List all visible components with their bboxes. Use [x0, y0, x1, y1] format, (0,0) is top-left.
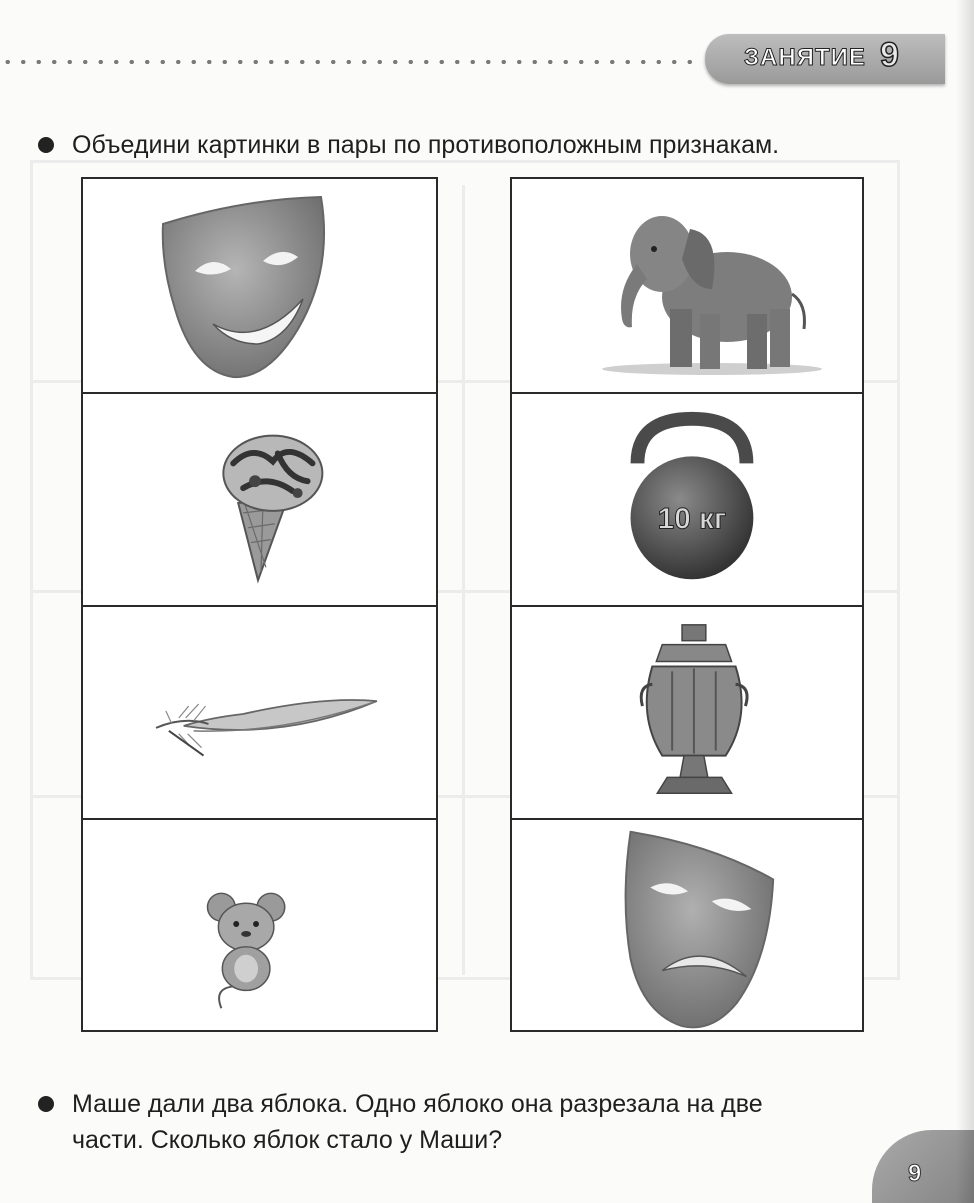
kettlebell-icon [512, 394, 862, 605]
picture-column-right [510, 177, 864, 1032]
picture-card-elephant[interactable] [512, 179, 862, 392]
samovar-icon [512, 607, 862, 818]
ice-cream-icon [83, 394, 436, 605]
bullet-icon [38, 1096, 54, 1112]
page-number: 9 [908, 1160, 922, 1187]
picture-card-ice-cream[interactable] [83, 392, 436, 605]
smiling-mask-icon [83, 179, 436, 392]
picture-card-sad-mask[interactable] [512, 818, 862, 1034]
elephant-icon [512, 179, 862, 392]
page-spine-shadow [956, 0, 974, 1203]
dotted-rule [0, 60, 700, 64]
task-2-line-2: части. Сколько яблок стало у Маши? [72, 1126, 503, 1154]
task-1-text: Объедини картинки в пары по противоположным признакам. [72, 131, 780, 159]
picture-card-feather[interactable] [83, 605, 436, 818]
kettlebell-weight-label: 10 кг [657, 502, 727, 536]
sad-mask-icon [512, 820, 862, 1034]
lesson-number: 9 [880, 36, 899, 74]
picture-card-kettlebell[interactable] [512, 392, 862, 605]
picture-card-mouse[interactable] [83, 818, 436, 1034]
picture-card-samovar[interactable] [512, 605, 862, 818]
feather-icon [83, 607, 436, 818]
lesson-label: ЗАНЯТИЕ [744, 44, 866, 71]
picture-column-left [81, 177, 438, 1032]
task-2-line-1: Маше дали два яблока. Одно яблоко она разрезала на две [72, 1090, 763, 1118]
mouse-icon [83, 820, 436, 1034]
bullet-icon [38, 137, 54, 153]
picture-card-smiling-mask[interactable] [83, 179, 436, 392]
